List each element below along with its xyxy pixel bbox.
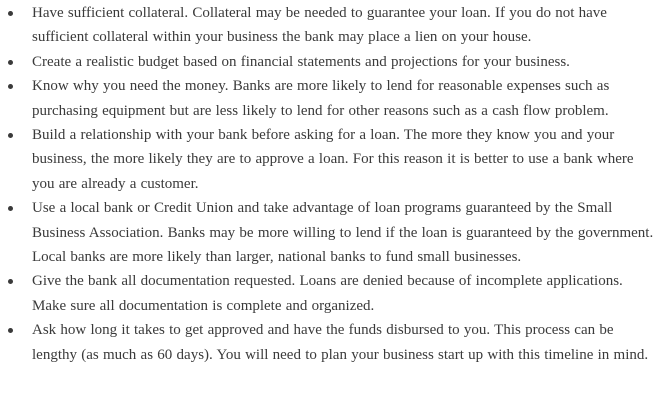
- bullet-icon: [8, 11, 13, 16]
- tip-text: Build a relationship with your bank before asking for a loan. The more they know you and your business, the more likely they are to approve a loan. For this reason it is better to use a bank where you are already a customer.: [32, 127, 634, 192]
- list-item: [0, 123, 654, 196]
- list-item: [0, 50, 654, 74]
- list-item: [0, 318, 654, 367]
- bullet-icon: [8, 279, 13, 284]
- list-item: [0, 196, 654, 269]
- tip-text: Ask how long it takes to get approved and have the funds disbursed to you. This process can be lengthy (as much as 60 days). You will need to plan your business start up with this timeline in mind.: [32, 322, 649, 363]
- tip-text: Give the bank all documentation requested. Loans are denied because of incomplete applications. Make sure all documentation is complete and organized.: [32, 273, 623, 314]
- list-item: [0, 1, 654, 50]
- tip-text: Use a local bank or Credit Union and take advantage of loan programs guaranteed by the Small Business Association. Banks may be more willing to lend if the loan is guaranteed by the government. Local banks are more likely than larger, national banks to fund small businesses.: [32, 200, 654, 266]
- list-item: [0, 74, 654, 123]
- list-item: [0, 269, 654, 318]
- bullet-icon: [8, 206, 13, 211]
- bullet-icon: [8, 84, 13, 89]
- bullet-icon: [8, 133, 13, 138]
- bullet-icon: [8, 60, 13, 65]
- bullet-icon: [8, 328, 13, 333]
- tip-text: Have sufficient collateral. Collateral may be needed to guarantee your loan. If you do not have sufficient collateral within your business the bank may place a lien on your house.: [32, 5, 607, 46]
- tip-text: Create a realistic budget based on financial statements and projections for your business.: [32, 53, 570, 70]
- tip-text: Know why you need the money. Banks are more likely to lend for reasonable expenses such as purchasing equipment but are less likely to lend for other reasons such as a cash flow problem.: [32, 78, 610, 119]
